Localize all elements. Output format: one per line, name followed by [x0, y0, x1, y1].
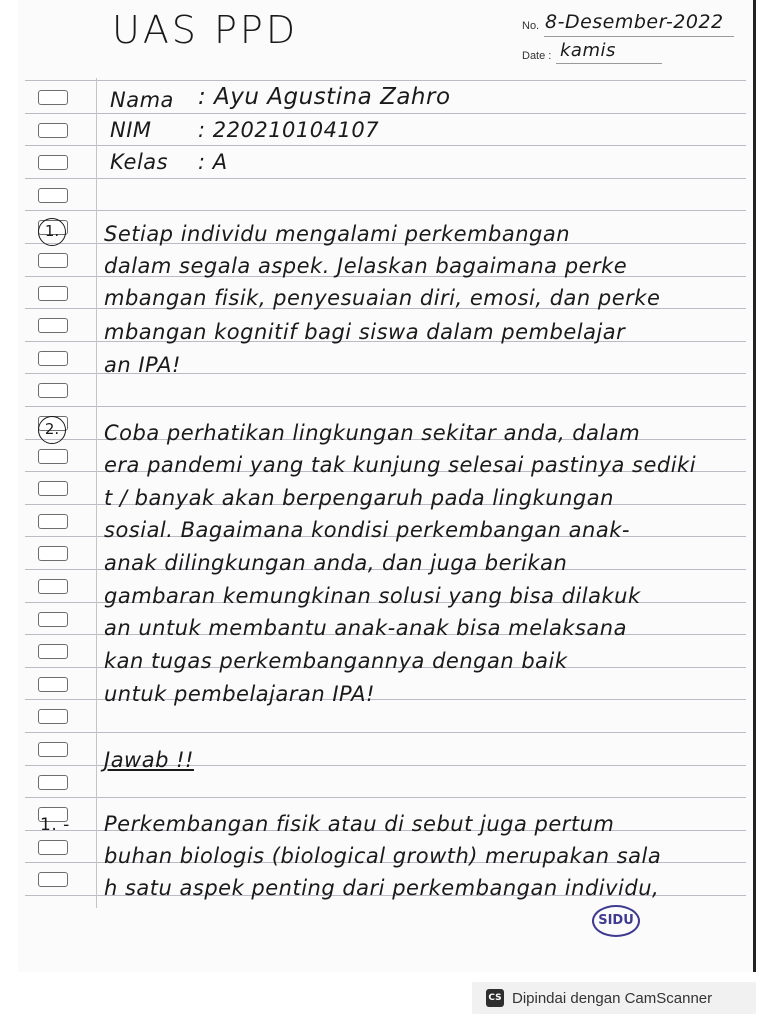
- kelas-value: : A: [198, 150, 228, 174]
- camscanner-label: Dipindai dengan CamScanner: [512, 989, 713, 1007]
- binder-hole: [38, 318, 68, 333]
- binder-hole: [38, 709, 68, 724]
- answer-1-number: 1. -: [40, 815, 70, 835]
- q2-line: gambaran kemungkinan solusi yang bisa dilakuk: [104, 584, 641, 608]
- ruled-line: [25, 797, 746, 798]
- nim-label: NIM: [110, 118, 152, 142]
- ruled-line: [25, 80, 746, 81]
- q2-line: kan tugas perkembangannya dengan baik: [104, 649, 568, 673]
- date-number-value: 8-Desember-2022: [545, 11, 724, 33]
- q1-line: mbangan kognitif bagi siswa dalam pembelajar: [104, 320, 626, 344]
- binder-hole: [38, 840, 68, 855]
- ruled-line: [25, 732, 746, 733]
- no-label: No.: [522, 20, 540, 32]
- day-value: kamis: [560, 40, 616, 61]
- binder-hole: [38, 742, 68, 757]
- answer-heading: Jawab !!: [104, 748, 194, 772]
- q1-line: an IPA!: [104, 353, 181, 377]
- binder-hole: [38, 514, 68, 529]
- ruled-line: [25, 210, 746, 211]
- binder-hole: [38, 872, 68, 887]
- q2-line: anak dilingkungan anda, dan juga berikan: [104, 551, 568, 575]
- binder-hole: [38, 123, 68, 138]
- page-edge: [753, 0, 756, 972]
- q2-line: era pandemi yang tak kunjung selesai pastinya sediki: [104, 453, 697, 477]
- nim-value: : 220210104107: [198, 118, 380, 142]
- q1-line: dalam segala aspek. Jelaskan bagaimana perke: [104, 254, 628, 278]
- binder-hole: [38, 644, 68, 659]
- answer-line: Perkembangan fisik atau di sebut juga pertum: [104, 812, 615, 836]
- q2-line: sosial. Bagaimana kondisi perkembangan anak-: [104, 518, 630, 542]
- q1-line: Setiap individu mengalami perkembangan: [104, 222, 571, 246]
- binder-hole: [38, 612, 68, 627]
- binder-hole: [38, 677, 68, 692]
- no-line: [544, 36, 734, 37]
- binder-hole: [38, 253, 68, 268]
- ruled-line: [25, 178, 746, 179]
- ruled-line: [25, 406, 746, 407]
- binder-hole: [38, 351, 68, 366]
- question-2-number: 2.: [38, 416, 66, 444]
- binder-hole: [38, 449, 68, 464]
- binder-hole: [38, 286, 68, 301]
- binder-hole: [38, 383, 68, 398]
- camscanner-watermark: [472, 982, 756, 1014]
- ruled-line: [25, 145, 746, 146]
- q1-line: mbangan fisik, penyesuaian diri, emosi, dan perke: [104, 286, 661, 310]
- binder-hole: [38, 775, 68, 790]
- answer-line: h satu aspek penting dari perkembangan individu,: [104, 876, 660, 900]
- binder-hole: [38, 481, 68, 496]
- answer-line: buhan biologis (biological growth) merupakan sala: [104, 844, 662, 868]
- kelas-label: Kelas: [110, 150, 169, 174]
- page-title: UAS PPD: [112, 8, 299, 52]
- binder-hole: [38, 188, 68, 203]
- q2-line: t / banyak akan berpengaruh pada lingkungan: [104, 486, 614, 510]
- date-label: Date :: [522, 50, 552, 62]
- nama-label: Nama: [110, 88, 174, 112]
- margin-line: [96, 78, 97, 908]
- binder-hole: [38, 90, 68, 105]
- sidu-stamp-logo: SIDU: [592, 905, 640, 937]
- binder-hole: [38, 579, 68, 594]
- binder-hole: [38, 155, 68, 170]
- camscanner-icon: CS: [486, 989, 504, 1007]
- nama-value: : Ayu Agustina Zahro: [198, 84, 451, 110]
- question-1-number: 1.: [38, 218, 66, 246]
- binder-hole: [38, 546, 68, 561]
- date-line: [556, 63, 662, 64]
- q2-line: an untuk membantu anak-anak bisa melaksana: [104, 616, 627, 640]
- ruled-line: [25, 113, 746, 114]
- q2-line: Coba perhatikan lingkungan sekitar anda, dalam: [104, 421, 641, 445]
- q2-line: untuk pembelajaran IPA!: [104, 682, 375, 706]
